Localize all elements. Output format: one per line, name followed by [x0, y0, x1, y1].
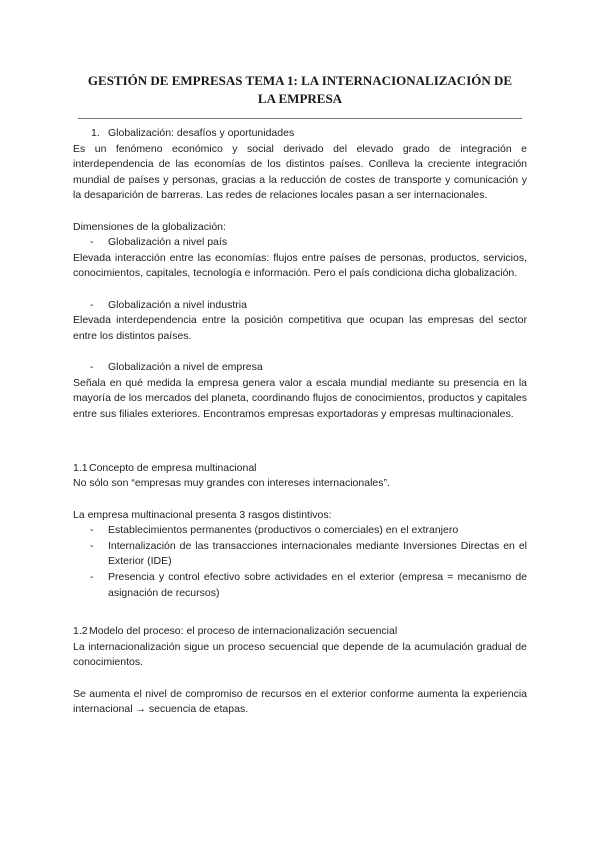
page-title: GESTIÓN DE EMPRESAS TEMA 1: LA INTERNACIONALIZACIÓN DE LA EMPRESA — [87, 73, 513, 106]
section-1-2-heading — [73, 624, 527, 640]
section-1-1-line: No sólo son “empresas muy grandes con intereses internacionales”. — [73, 477, 390, 490]
bullet-dash: - — [90, 571, 94, 584]
section-1-heading — [73, 126, 527, 142]
bullet-empresa-heading: Globalización a nivel de empresa — [108, 360, 263, 373]
section-1-2-title: Modelo del proceso: el proceso de internacionalización secuencial — [89, 625, 398, 638]
spacer — [73, 492, 527, 508]
spacer — [73, 671, 527, 687]
document-body — [73, 126, 527, 718]
rasgo-item-text: Presencia y control efectivo sobre actividades en el exterior (empresa = mecanismo de asignación de recursos) — [108, 571, 527, 599]
spacer — [73, 344, 527, 360]
spacer — [73, 422, 527, 445]
section-1-2-number: 1.2 — [73, 625, 88, 638]
section-1-2-paragraph-1: La internacionalización sigue un proceso secuencial que depende de la acumulación gradual de conocimientos. — [73, 640, 527, 669]
section-1-1-heading — [73, 461, 527, 477]
section-1-1-title: Concepto de empresa multinacional — [89, 461, 257, 474]
bullet-industria-heading: Globalización a nivel industria — [108, 298, 247, 311]
bullet-dash: - — [90, 298, 94, 311]
bullet-industria — [73, 298, 527, 314]
title-divider — [78, 118, 522, 119]
spacer — [73, 601, 527, 624]
rasgo-item-text: Internalización de las transacciones internacionales mediante Inversiones Directas en el Exterior (IDE) — [108, 539, 527, 568]
rasgo-item-text: Establecimientos permanentes (productivos o comerciales) en el extranjero — [108, 524, 459, 537]
rasgo-item — [73, 570, 527, 601]
bullet-dash: - — [90, 539, 94, 552]
rasgo-item — [73, 523, 527, 539]
bullet-dash: - — [90, 236, 94, 249]
section-1-title: Globalización: desafíos y oportunidades — [108, 127, 295, 139]
rasgos-intro: La empresa multinacional presenta 3 rasgos distintivos: — [73, 508, 332, 521]
spacer — [73, 204, 527, 220]
bullet-pais-heading: Globalización a nivel país — [108, 236, 228, 249]
dimensions-intro: Dimensiones de la globalización: — [73, 220, 226, 233]
industria-paragraph: Elevada interdependencia entre la posición competitiva que ocupan las empresas del sector entre los distintos países. — [73, 314, 527, 342]
pais-paragraph: Elevada interacción entre las economías: flujos entre países de personas, productos, servicios, conocimientos, capitales, tecnología e información. Pero el país condiciona dicha globalización. — [73, 251, 527, 280]
bullet-pais — [73, 235, 527, 251]
bullet-empresa — [73, 360, 527, 376]
section-1-number: 1. — [91, 127, 100, 139]
bullet-dash: - — [90, 524, 94, 537]
section-1-1-number: 1.1 — [73, 461, 88, 474]
rasgo-item — [73, 539, 527, 570]
section-1-2-paragraph-2: Se aumenta el nivel de compromiso de recursos en el exterior conforme aumenta la experiencia internacional → secuencia de etapas. — [73, 687, 527, 716]
empresa-paragraph: Señala en qué medida la empresa genera valor a escala mundial mediante su presencia en la mayoría de los mercados del planeta, coordinando flujos de conocimientos, productos y capitales entre sus filiales exteriores. Encontramos empresas exportadoras y empresas multinacionales. — [73, 376, 527, 420]
bullet-dash: - — [90, 360, 94, 373]
spacer — [73, 282, 527, 298]
spacer — [73, 445, 527, 461]
section-1-paragraph: Es un fenómeno económico y social derivado del elevado grado de integración e interdependencia de las economías de los distintos países. Conlleva la creciente integración mundial de países y personas, gracias a la reducción de costes de transporte y comunicación y la desaparición de barreras. Las redes de relaciones locales pasan a ser internacionales. — [73, 142, 527, 202]
